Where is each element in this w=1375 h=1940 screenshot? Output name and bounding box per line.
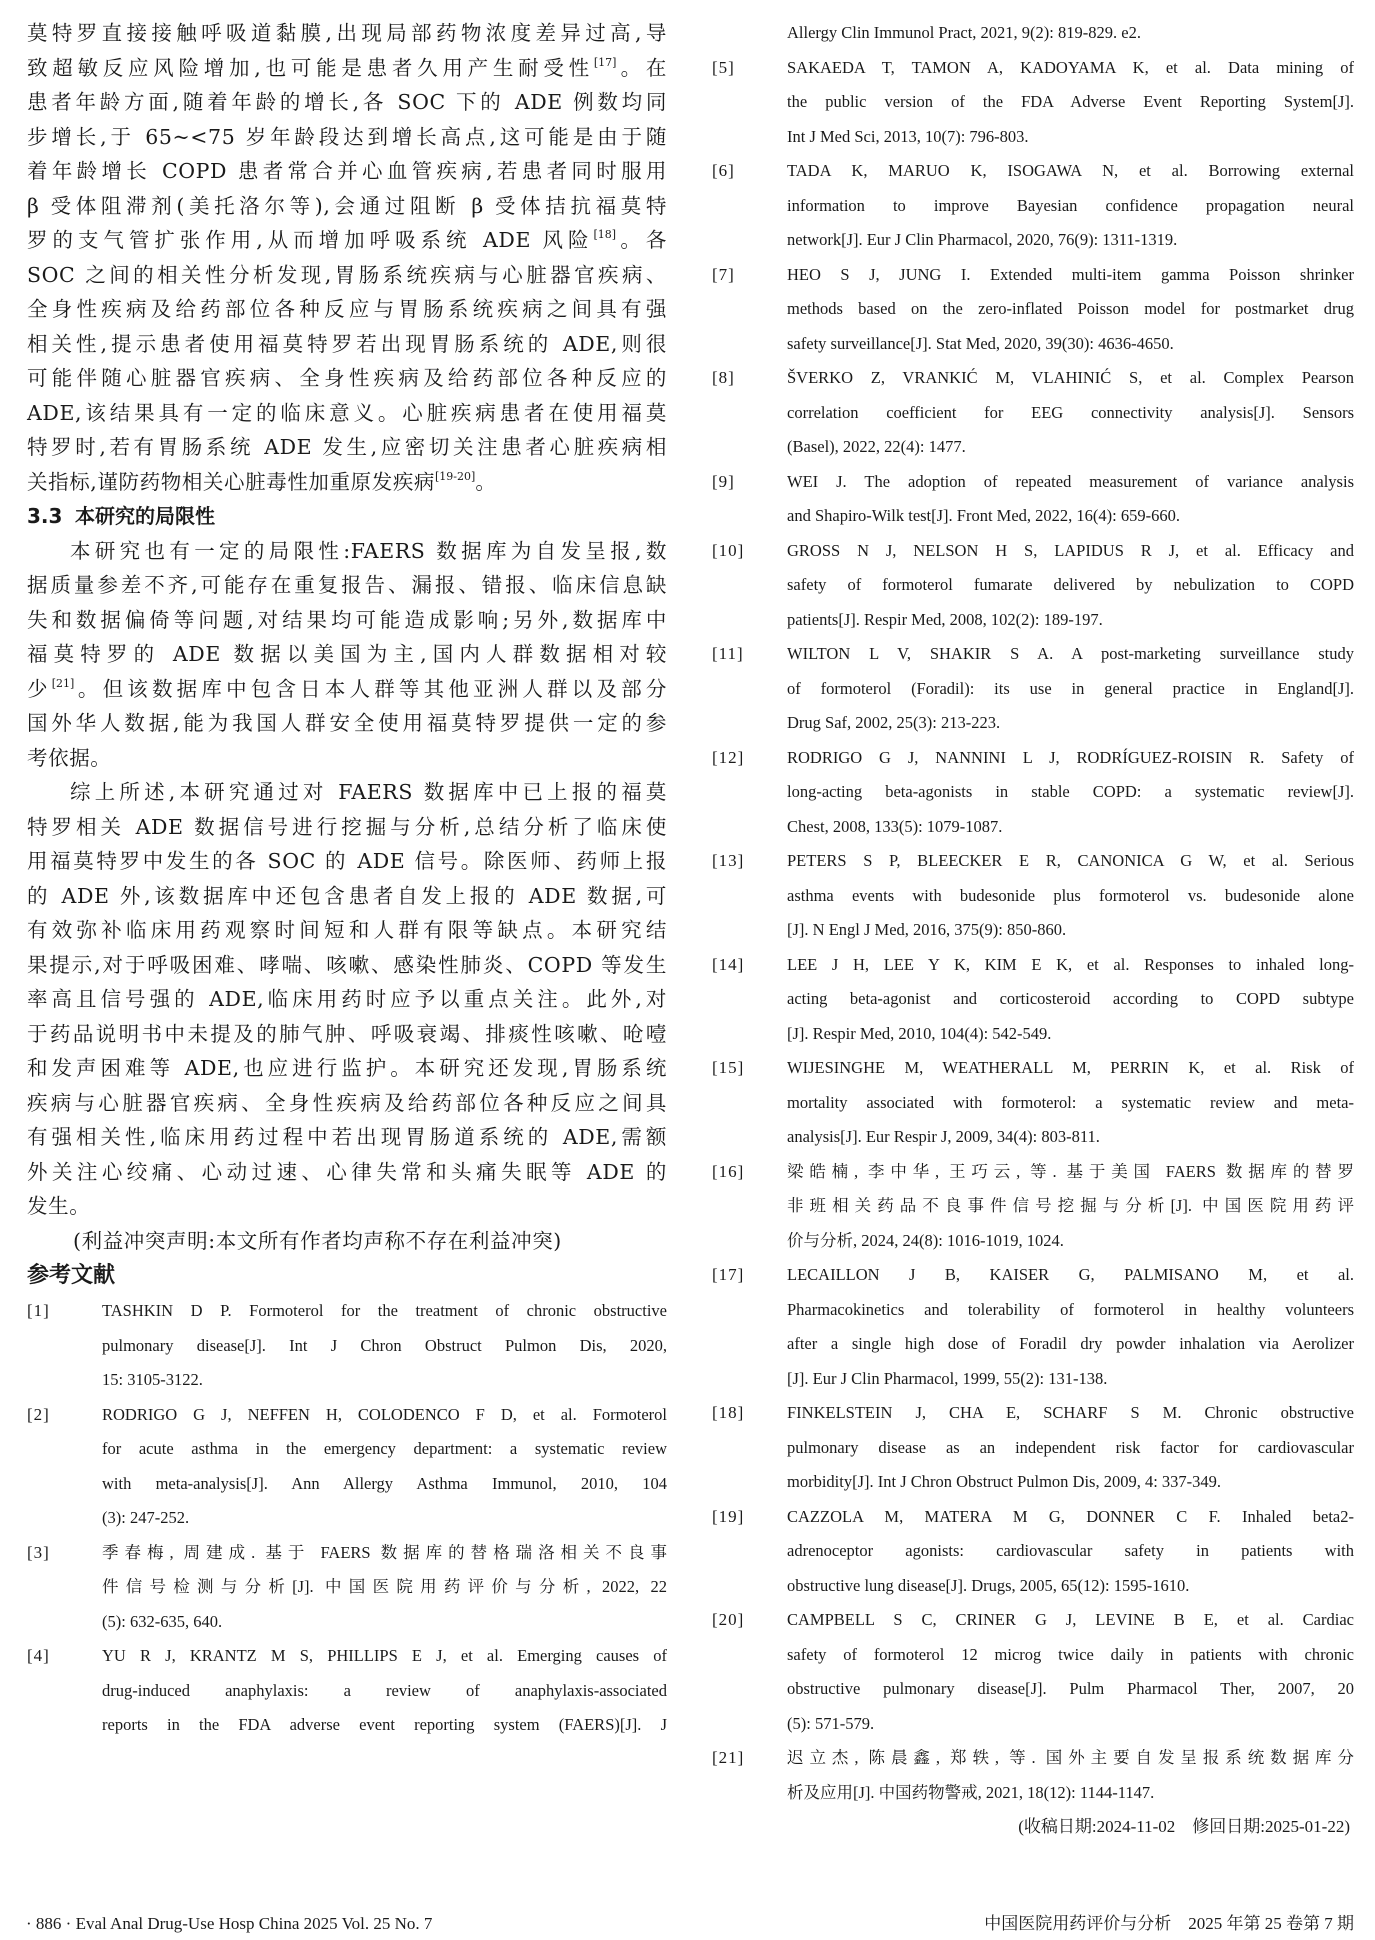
reference-line: (5): 571-579. — [787, 1713, 875, 1733]
reference-item — [712, 51, 1354, 155]
reference-number: [10] — [712, 540, 745, 560]
reference-line: and Shapiro-Wilk test[J]. Front Med, 2022, 16(4): 659-660. — [787, 506, 1180, 525]
reference-item — [712, 1258, 1354, 1396]
text-line: 患者年龄方面,随着年龄的增长,各 SOC 下的 ADE 例数均同 — [27, 90, 667, 114]
reference-line: ŠVERKO Z, VRANKIĆ M, VLAHINIĆ S, et al. Complex Pearson — [787, 368, 1354, 387]
right-column — [712, 16, 1354, 1844]
reference-number: [12] — [712, 747, 745, 767]
text-line: β 受体阻滞剂(美托洛尔等),会通过阻断 β 受体拮抗福莫特 — [27, 193, 667, 218]
reference-line: of formoterol (Foradil): its use in general practice in England[J]. — [787, 678, 1354, 698]
reference-item — [712, 534, 1354, 638]
reference-number: [16] — [712, 1161, 745, 1181]
page-footer-right: 中国医院用药评价与分析 2025 年第 25 卷第 7 期 — [984, 1914, 1354, 1933]
reference-line: 梁皓楠, 李中华, 王巧云, 等. 基于美国 FAERS 数据库的替罗 — [787, 1161, 1354, 1181]
reference-line: (3): 247-252. — [102, 1508, 190, 1527]
reference-line: patients[J]. Respir Med, 2008, 102(2): 189-197. — [787, 609, 1103, 629]
reference-number: [8] — [712, 368, 735, 387]
text-line: 果提示,对于呼吸困难、哮喘、咳嗽、感染性肺炎、COPD 等发生 — [27, 952, 667, 977]
reference-number: [7] — [712, 264, 735, 284]
reference-line: asthma events with budesonide plus formoterol vs. budesonide alone — [787, 885, 1354, 905]
reference-item — [712, 258, 1354, 362]
reference-line: 季春梅, 周建成. 基于 FAERS 数据库的替格瑞洛相关不良事 — [102, 1542, 667, 1562]
reference-line: the public version of the FDA Adverse Event Reporting System[J]. — [787, 92, 1354, 111]
reference-line: RODRIGO G J, NEFFEN H, COLODENCO F D, et al. Formoterol — [102, 1404, 667, 1424]
text-line: 致超敏反应风险增加,也可能是患者久用产生耐受性[17]。在 — [27, 55, 667, 80]
conflict-statement: (利益冲突声明:本文所有作者均声称不存在利益冲突) — [73, 1228, 562, 1253]
reference-line: FINKELSTEIN J, CHA E, SCHARF S M. Chronic obstructive — [787, 1403, 1354, 1422]
text-line: 有效弥补临床用药观察时间短和人群有限等缺点。本研究结 — [27, 918, 667, 942]
reference-line: 件信号检测与分析[J]. 中国医院用药评价与分析, 2022, 22 — [102, 1577, 667, 1596]
reference-number: [1] — [27, 1301, 50, 1320]
text-line: 可能伴随心脏器官疾病、全身性疾病及给药部位各种反应的 — [27, 366, 667, 390]
text-line: 全身性疾病及给药部位各种反应与胃肠系统疾病之间具有强 — [27, 297, 667, 321]
reference-line: pulmonary disease as an independent risk factor for cardiovascular — [787, 1437, 1354, 1457]
reference-line: Int J Med Sci, 2013, 10(7): 796-803. — [787, 126, 1029, 146]
reference-line: WILTON L V, SHAKIR S A. A post-marketing surveillance study — [787, 644, 1354, 663]
reference-line: adrenoceptor agonists: cardiovascular safety in patients with — [787, 1541, 1354, 1560]
text-line: 的 ADE 外,该数据库中还包含患者自发上报的 ADE 数据,可 — [27, 883, 667, 908]
text-line: 于药品说明书中未提及的肺气肿、呼吸衰竭、排痰性咳嗽、呛噎 — [27, 1021, 667, 1046]
reference-list — [27, 1294, 667, 1743]
reference-number: [15] — [712, 1058, 745, 1077]
text-line: 少[21]。但该数据库中包含日本人群等其他亚洲人群以及部分 — [27, 676, 667, 701]
reference-line: 价与分析, 2024, 24(8): 1016-1019, 1024. — [787, 1230, 1064, 1250]
reference-number: [14] — [712, 954, 745, 974]
text-line: 特罗时,若有胃肠系统 ADE 发生,应密切关注患者心脏疾病相 — [27, 435, 667, 459]
reference-line: long-acting beta-agonists in stable COPD: a systematic review[J]. — [787, 782, 1354, 801]
reference-number: [18] — [712, 1403, 745, 1422]
reference-line: safety surveillance[J]. Stat Med, 2020, 39(30): 4636-4650. — [787, 333, 1174, 353]
limitations-paragraph — [27, 534, 667, 776]
reference-line: network[J]. Eur J Clin Pharmacol, 2020, 76(9): 1311-1319. — [787, 230, 1178, 249]
text-line: 莫特罗直接接触呼吸道黏膜,出现局部药物浓度差异过高,导 — [27, 21, 667, 45]
reference-item — [712, 465, 1354, 534]
reference-line: GROSS N J, NELSON H S, LAPIDUS R J, et al. Efficacy and — [787, 540, 1354, 560]
reference-line: reports in the FDA adverse event reporting system (FAERS)[J]. J — [102, 1715, 667, 1734]
reference-number: [20] — [712, 1610, 745, 1629]
text-line: 有强相关性,临床用药过程中若出现胃肠道系统的 ADE,需额 — [27, 1125, 667, 1149]
reference-line: morbidity[J]. Int J Chron Obstruct Pulmon Dis, 2009, 4: 337-349. — [787, 1472, 1222, 1491]
reference-line: [J]. Respir Med, 2010, 104(4): 542-549. — [787, 1023, 1052, 1043]
received-dates: (收稿日期:2024-11-02 修回日期:2025-01-22) — [1018, 1817, 1350, 1836]
reference-item — [712, 1155, 1354, 1259]
citation[interactable]: [17] — [593, 55, 617, 69]
left-column — [27, 16, 667, 1743]
reference-item — [712, 1051, 1354, 1155]
reference-line: PETERS S P, BLEECKER E R, CANONICA G W, et al. Serious — [787, 851, 1354, 870]
text-line: ADE,该结果具有一定的临床意义。心脏疾病患者在使用福莫 — [27, 400, 667, 425]
reference-line: information to improve Bayesian confidence propagation neural — [787, 195, 1354, 215]
reference-item — [712, 741, 1354, 845]
reference-line: safety of formoterol 12 microg twice daily in patients with chronic — [787, 1644, 1354, 1664]
reference-line: [J]. Eur J Clin Pharmacol, 1999, 55(2): 131-138. — [787, 1368, 1108, 1388]
text-line: 综上所述,本研究通过对 FAERS 数据库中已上报的福莫 — [70, 780, 667, 804]
reference-number: [17] — [712, 1265, 745, 1284]
reference-line: LEE J H, LEE Y K, KIM E K, et al. Responses to inhaled long- — [787, 954, 1354, 974]
reference-line: SAKAEDA T, TAMON A, KADOYAMA K, et al. Data mining of — [787, 57, 1354, 77]
reference-item — [712, 1500, 1354, 1604]
section-heading — [27, 499, 667, 534]
reference-number: [9] — [712, 471, 735, 491]
reference-line: methods based on the zero-inflated Poisson model for postmarket drug — [787, 299, 1354, 318]
reference-line: drug-induced anaphylaxis: a review of anaphylaxis-associated — [102, 1680, 667, 1700]
text-line: 着年龄增长 COPD 患者常合并心血管疾病,若患者同时服用 — [27, 159, 667, 183]
reference-line: for acute asthma in the emergency department: a systematic review — [102, 1439, 667, 1458]
text-line: 发生。 — [27, 1194, 91, 1218]
reference-line: 迟立杰, 陈晨鑫, 郑轶, 等. 国外主要自发呈报系统数据库分 — [787, 1748, 1354, 1767]
reference-line: Allergy Clin Immunol Pract, 2021, 9(2): 819-829. e2. — [787, 23, 1141, 42]
reference-item — [712, 16, 1354, 51]
reference-item — [712, 637, 1354, 741]
reference-line: WEI J. The adoption of repeated measurement of variance analysis — [787, 471, 1354, 491]
reference-item — [712, 948, 1354, 1052]
text-line: 国外华人数据,能为我国人群安全使用福莫特罗提供一定的参 — [27, 711, 667, 735]
page-footer-left: · 886 · Eval Anal Drug-Use Hosp China 2025 Vol. 25 No. 7 — [26, 1914, 433, 1933]
reference-number: [19] — [712, 1506, 745, 1526]
reference-number: [6] — [712, 161, 735, 180]
reference-line: (Basel), 2022, 22(4): 1477. — [787, 437, 966, 456]
text-line: 关指标,谨防药物相关心脏毒性加重原发疾病[19-20]。 — [27, 469, 497, 494]
citation[interactable]: [19-20] — [435, 469, 476, 483]
text-line: 福莫特罗的 ADE 数据以美国为主,国内人群数据相对较 — [27, 642, 667, 666]
reference-line: Chest, 2008, 133(5): 1079-1087. — [787, 816, 1003, 836]
reference-line: TASHKIN D P. Formoterol for the treatment of chronic obstructive — [102, 1301, 667, 1320]
reference-line: pulmonary disease[J]. Int J Chron Obstruct Pulmon Dis, 2020, — [102, 1335, 667, 1355]
reference-line: safety of formoterol fumarate delivered by nebulization to COPD — [787, 575, 1354, 594]
reference-line: 15: 3105-3122. — [102, 1370, 203, 1389]
text-line: 失和数据偏倚等问题,对结果均可能造成影响;另外,数据库中 — [27, 607, 667, 632]
reference-line: after a single high dose of Foradil dry powder inhalation via Aerolizer — [787, 1334, 1354, 1353]
discussion-paragraph — [27, 16, 667, 499]
reference-line: CAMPBELL S C, CRINER G J, LEVINE B E, et al. Cardiac — [787, 1610, 1354, 1629]
reference-line: HEO S J, JUNG I. Extended multi-item gamma Poisson shrinker — [787, 264, 1354, 284]
reference-number: [2] — [27, 1404, 50, 1424]
reference-line: 析及应用[J]. 中国药物警戒, 2021, 18(12): 1144-1147. — [787, 1782, 1155, 1802]
reference-line: obstructive pulmonary disease[J]. Pulm Pharmacol Ther, 2007, 20 — [787, 1679, 1354, 1698]
reference-line: CAZZOLA M, MATERA M G, DONNER C F. Inhaled beta2- — [787, 1506, 1354, 1526]
section-number: 3.3 — [27, 504, 63, 528]
reference-number: [13] — [712, 851, 745, 870]
citation[interactable]: [21] — [51, 676, 75, 690]
reference-line: acting beta-agonist and corticosteroid according to COPD subtype — [787, 989, 1354, 1008]
reference-item — [712, 154, 1354, 258]
conclusion-paragraph — [27, 775, 667, 1224]
reference-item — [27, 1536, 667, 1640]
text-line: 罗的支气管扩张作用,从而增加呼吸系统 ADE 风险[18]。各 — [27, 228, 667, 252]
reference-line: LECAILLON J B, KAISER G, PALMISANO M, et al. — [787, 1265, 1354, 1284]
reference-item — [27, 1639, 667, 1743]
text-line: 用福莫特罗中发生的各 SOC 的 ADE 信号。除医师、药师上报 — [27, 849, 667, 873]
reference-line: with meta-analysis[J]. Ann Allergy Asthma Immunol, 2010, 104 — [102, 1473, 667, 1493]
reference-item — [27, 1294, 667, 1398]
reference-line: analysis[J]. Eur Respir J, 2009, 34(4): 803-811. — [787, 1127, 1100, 1146]
reference-item — [712, 1396, 1354, 1500]
reference-number: [3] — [27, 1542, 50, 1562]
text-line: 考依据。 — [27, 745, 112, 770]
reference-line: RODRIGO G J, NANNINI L J, RODRÍGUEZ-ROISIN R. Safety of — [787, 747, 1354, 767]
text-line: 步增长,于 65~<75 岁年龄段达到增长高点,这可能是由于随 — [27, 124, 667, 149]
reference-line: mortality associated with formoterol: a systematic review and meta- — [787, 1092, 1354, 1112]
reference-line: obstructive lung disease[J]. Drugs, 2005, 65(12): 1595-1610. — [787, 1575, 1190, 1595]
section-title: 本研究的局限性 — [75, 504, 215, 528]
reference-number: [11] — [712, 644, 744, 663]
reference-line: TADA K, MARUO K, ISOGAWA N, et al. Borrowing external — [787, 161, 1354, 180]
reference-line: WIJESINGHE M, WEATHERALL M, PERRIN K, et al. Risk of — [787, 1058, 1354, 1077]
text-line: 特罗相关 ADE 数据信号进行挖掘与分析,总结分析了临床使 — [27, 814, 667, 839]
reference-line: [J]. N Engl J Med, 2016, 375(9): 850-860. — [787, 920, 1067, 939]
reference-line: Drug Saf, 2002, 25(3): 213-223. — [787, 713, 1001, 732]
references-heading: 参考文献 — [27, 1263, 116, 1288]
text-line: 据质量参差不齐,可能存在重复报告、漏报、错报、临床信息缺 — [27, 573, 667, 597]
reference-item — [712, 844, 1354, 948]
reference-list — [712, 16, 1354, 1810]
text-line: 和发声困难等 ADE,也应进行监护。本研究还发现,胃肠系统 — [27, 1056, 667, 1080]
text-line: 疾病与心脏器官疾病、全身性疾病及给药部位各种反应之间具 — [27, 1090, 667, 1115]
text-line: 相关性,提示患者使用福莫特罗若出现胃肠系统的 ADE,则很 — [27, 331, 667, 356]
reference-number: [4] — [27, 1646, 50, 1665]
reference-line: (5): 632-635, 640. — [102, 1611, 223, 1631]
reference-item — [712, 1741, 1354, 1810]
reference-line: 非班相关药品不良事件信号挖掘与分析[J]. 中国医院用药评 — [787, 1196, 1354, 1215]
reference-item — [712, 361, 1354, 465]
reference-number: [21] — [712, 1748, 745, 1767]
reference-item — [712, 1603, 1354, 1741]
reference-number: [5] — [712, 57, 735, 77]
text-line: SOC 之间的相关性分析发现,胃肠系统疾病与心脏器官疾病、 — [27, 262, 667, 287]
text-line: 率高且信号强的 ADE,临床用药时应予以重点关注。此外,对 — [27, 987, 667, 1011]
reference-line: YU R J, KRANTZ M S, PHILLIPS E J, et al. Emerging causes of — [102, 1646, 667, 1665]
text-line: 本研究也有一定的局限性:FAERS 数据库为自发呈报,数 — [70, 538, 667, 563]
reference-line: Pharmacokinetics and tolerability of formoterol in healthy volunteers — [787, 1299, 1354, 1319]
text-line: 外关注心绞痛、心动过速、心律失常和头痛失眠等 ADE 的 — [27, 1159, 667, 1184]
reference-line: correlation coefficient for EEG connectivity analysis[J]. Sensors — [787, 402, 1354, 422]
citation[interactable]: [18] — [593, 228, 617, 241]
reference-item — [27, 1398, 667, 1536]
